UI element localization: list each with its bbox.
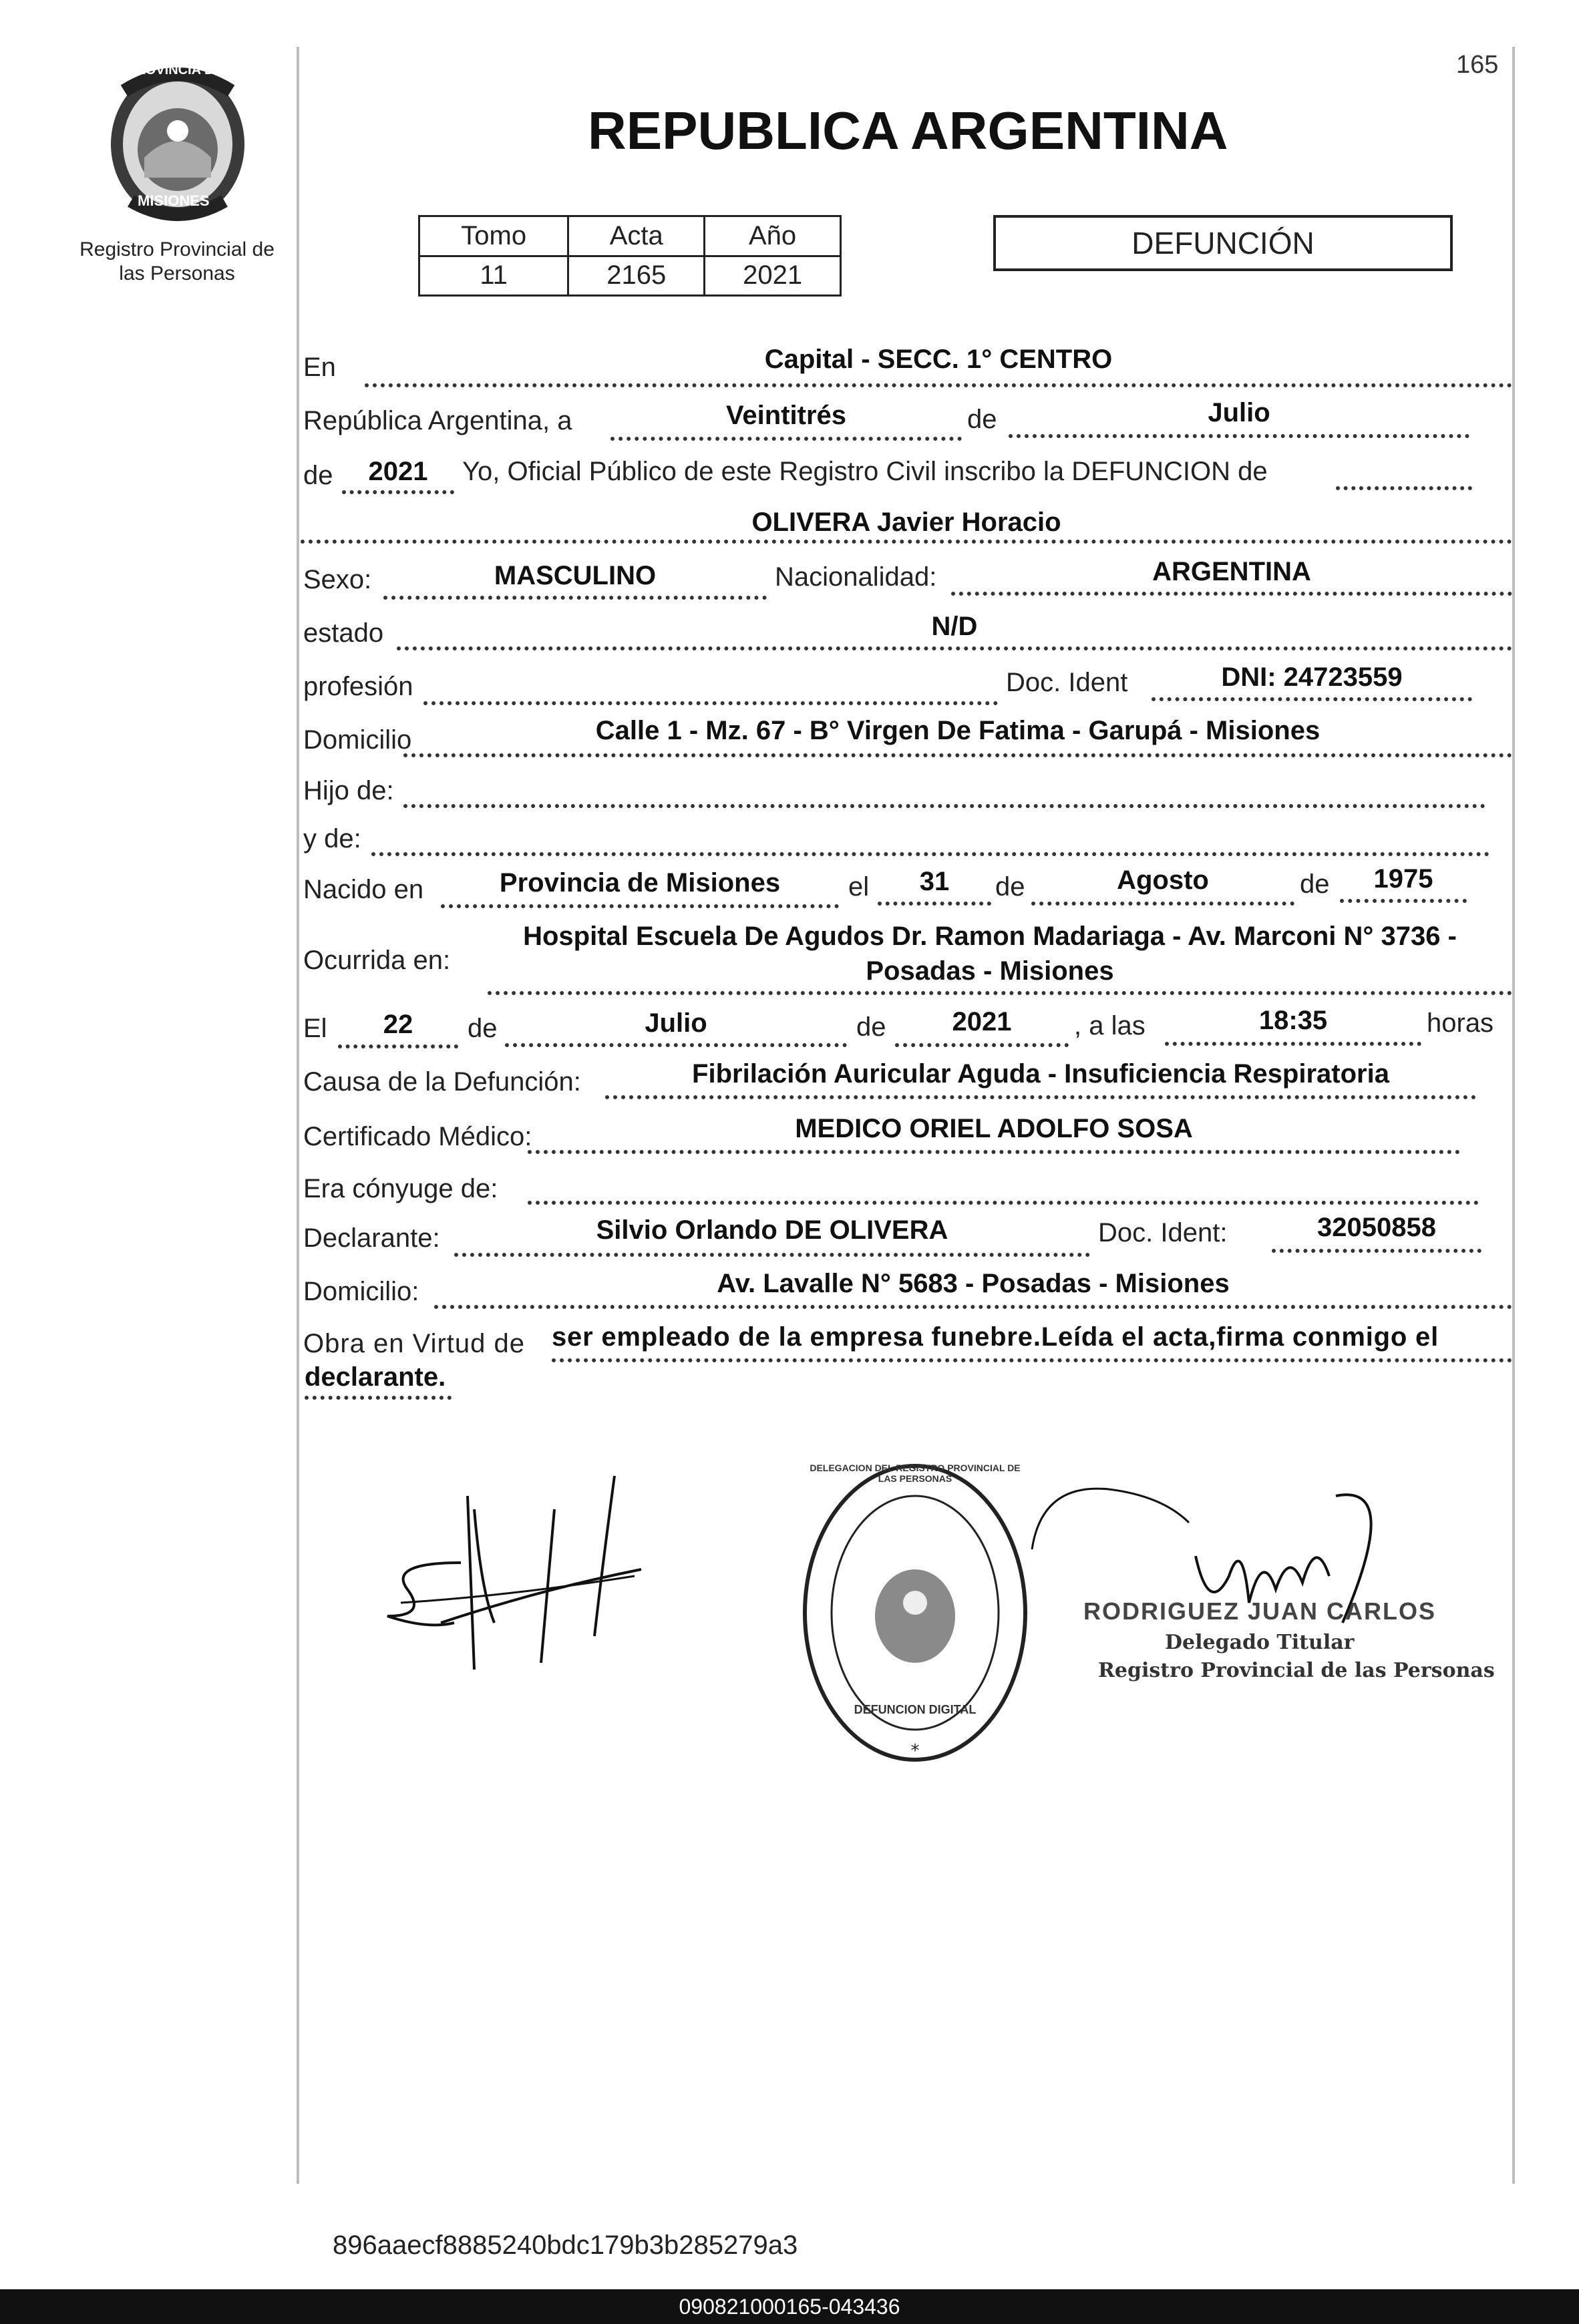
record-table (418, 215, 842, 297)
def-anio-value: 2021 (952, 1007, 1012, 1036)
obra-dotline1 (552, 1358, 1512, 1362)
en-value: Capital - SECC. 1° CENTRO (764, 345, 1113, 374)
def-hora-value: 18:35 (1258, 1006, 1328, 1035)
dia-dotline (610, 437, 962, 441)
alas-label: , a las (1074, 1011, 1146, 1040)
domicilio2-label: Domicilio: (303, 1277, 419, 1306)
causa-label: Causa de la Defunción: (303, 1067, 581, 1097)
doc-dotline (1152, 697, 1472, 701)
doc-value: DNI: 24723559 (1221, 662, 1403, 692)
def-anio-dotline (895, 1043, 1069, 1047)
def-dia-value: 22 (383, 1010, 413, 1039)
causa-dotline (605, 1095, 1476, 1099)
footer-code: 090821000165-043436 (0, 2289, 1579, 2324)
mes-value: Julio (1208, 398, 1270, 427)
conyuge-label: Era cónyuge de: (303, 1174, 498, 1203)
official-role: Delegado Titular (1165, 1631, 1355, 1654)
header-tomo: Tomo (419, 216, 568, 256)
def-mes-value: Julio (645, 1008, 707, 1038)
document-hash: 896aaecf8885240bdc179b3b285279a3 (333, 2231, 798, 2260)
page-number: 165 (1456, 51, 1499, 79)
causa-value: Fibrilación Auricular Aguda - Insuficiencia Respiratoria (692, 1059, 1389, 1089)
hijo-label: Hijo de: (303, 776, 394, 805)
doc2-dotline (1272, 1249, 1481, 1253)
en-label: En (303, 353, 336, 382)
def-hora-dotline (1165, 1042, 1421, 1046)
nac-dia-value: 31 (919, 867, 950, 896)
seal-center-text: DEFUNCION DIGITAL (854, 1703, 977, 1716)
de2-label: de (303, 461, 333, 490)
oficial-text: Yo, Oficial Público de este Registro Civil inscribo la DEFUNCION de (462, 457, 1268, 486)
de3-label: de (995, 872, 1025, 902)
emblem-text-top: PROVINCIA DE (127, 63, 223, 77)
el-label: el (848, 872, 870, 902)
official-seal-icon (795, 1456, 1035, 1770)
en-dotline (365, 383, 1512, 387)
registry-line2: las Personas (119, 262, 235, 284)
conyuge-dotline (528, 1201, 1479, 1205)
obra-value-line2: declarante. (305, 1362, 446, 1392)
sexo-value: MASCULINO (494, 561, 657, 590)
estado-dotline (397, 646, 1512, 650)
nac-anio-value: 1975 (1373, 864, 1433, 894)
declarante-label: Declarante: (303, 1223, 440, 1253)
dia-value: Veintitrés (725, 401, 847, 430)
de6-label: de (856, 1012, 886, 1042)
registry-caption (67, 238, 287, 286)
seal-text: DELEGACION DEL REGISTRO PROVINCIAL DE LAS PERSONAS (810, 1463, 1021, 1484)
obra-value-line1: ser empleado de la empresa funebre.Leída el acta,firma conmigo el (552, 1322, 1439, 1352)
obra-label: Obra en Virtud de (303, 1329, 526, 1358)
registry-line1: Registro Provincial de (79, 238, 275, 260)
sexo-label: Sexo: (303, 565, 372, 594)
nacionalidad-value: ARGENTINA (1152, 557, 1311, 586)
declarante-value: Silvio Orlando DE OLIVERA (596, 1215, 948, 1245)
domicilio-value: Calle 1 - Mz. 67 - B° Virgen De Fatima - Garupá - Misiones (595, 716, 1321, 745)
nac-mes-dotline (1031, 902, 1294, 906)
el2-label: El (303, 1014, 327, 1043)
domicilio2-dotline (434, 1305, 1512, 1309)
def-dia-dotline (338, 1044, 458, 1048)
page-title: REPUBLICA ARGENTINA (588, 101, 1228, 160)
doc2-value: 32050858 (1317, 1213, 1436, 1242)
domicilio-dotline (403, 753, 1512, 757)
certificado-dotline (528, 1150, 1460, 1154)
nacionalidad-label: Nacionalidad: (775, 562, 937, 592)
value-anio: 2021 (705, 256, 841, 296)
anio-value: 2021 (368, 457, 428, 486)
declarante-dotline (454, 1253, 1090, 1257)
declarant-signature-icon (374, 1469, 655, 1683)
de4-label: de (1300, 869, 1330, 899)
nac-mes-value: Agosto (1117, 865, 1209, 895)
ocurrida-line1: Hospital Escuela De Agudos Dr. Ramon Madariaga - Av. Marconi N° 3736 - (523, 922, 1457, 951)
oficial-dotline (1336, 486, 1472, 490)
nacido-label: Nacido en (303, 875, 424, 904)
doc-label: Doc. Ident (1006, 668, 1128, 697)
profesion-label: profesión (303, 672, 413, 701)
value-tomo: 11 (419, 256, 568, 296)
domicilio-label: Domicilio (303, 725, 412, 755)
official-name: RODRIGUEZ JUAN CARLOS (1083, 1597, 1437, 1625)
republica-label: República Argentina, a (303, 406, 572, 435)
svg-text:*: * (910, 1741, 920, 1761)
yde-label: y de: (303, 824, 361, 853)
certificado-value: MEDICO ORIEL ADOLFO SOSA (795, 1114, 1193, 1143)
nac-dia-dotline (878, 902, 991, 906)
obra-dotline2 (305, 1396, 452, 1400)
nacionalidad-dotline (951, 592, 1512, 596)
de1-label: de (967, 405, 997, 434)
mes-dotline (1009, 434, 1469, 438)
estado-value: N/D (931, 612, 978, 641)
left-margin-line (297, 47, 299, 2184)
right-margin-line (1512, 47, 1515, 2184)
nombre-value: OLIVERA Javier Horacio (751, 508, 1061, 537)
nombre-dotline (301, 540, 1512, 544)
header-anio: Año (705, 216, 841, 256)
hijo-dotline (403, 804, 1485, 808)
sexo-dotline (383, 596, 767, 600)
ocurrida-label: Ocurrida en: (303, 946, 451, 975)
yde-dotline (371, 852, 1489, 856)
horas-label: horas (1427, 1008, 1494, 1038)
official-office: Registro Provincial de las Personas (1098, 1659, 1495, 1682)
doc2-label: Doc. Ident: (1098, 1218, 1228, 1247)
nacido-value: Provincia de Misiones (499, 868, 781, 898)
record-type-box: DEFUNCIÓN (993, 215, 1453, 271)
def-mes-dotline (505, 1043, 847, 1047)
ocurrida-line2: Posadas - Misiones (866, 956, 1114, 986)
profesion-dotline (423, 701, 998, 705)
value-acta: 2165 (568, 256, 705, 296)
nacido-dotline (441, 904, 839, 908)
ocurrida-dotline (488, 991, 1512, 995)
header-acta: Acta (568, 216, 705, 256)
certificado-label: Certificado Médico: (303, 1122, 532, 1151)
domicilio2-value: Av. Lavalle N° 5683 - Posadas - Misiones (717, 1269, 1230, 1298)
nac-anio-dotline (1340, 899, 1467, 903)
de5-label: de (468, 1014, 498, 1043)
estado-label: estado (303, 618, 384, 648)
emblem-text-bottom: MISIONES (138, 192, 210, 209)
anio-dotline (342, 490, 454, 494)
